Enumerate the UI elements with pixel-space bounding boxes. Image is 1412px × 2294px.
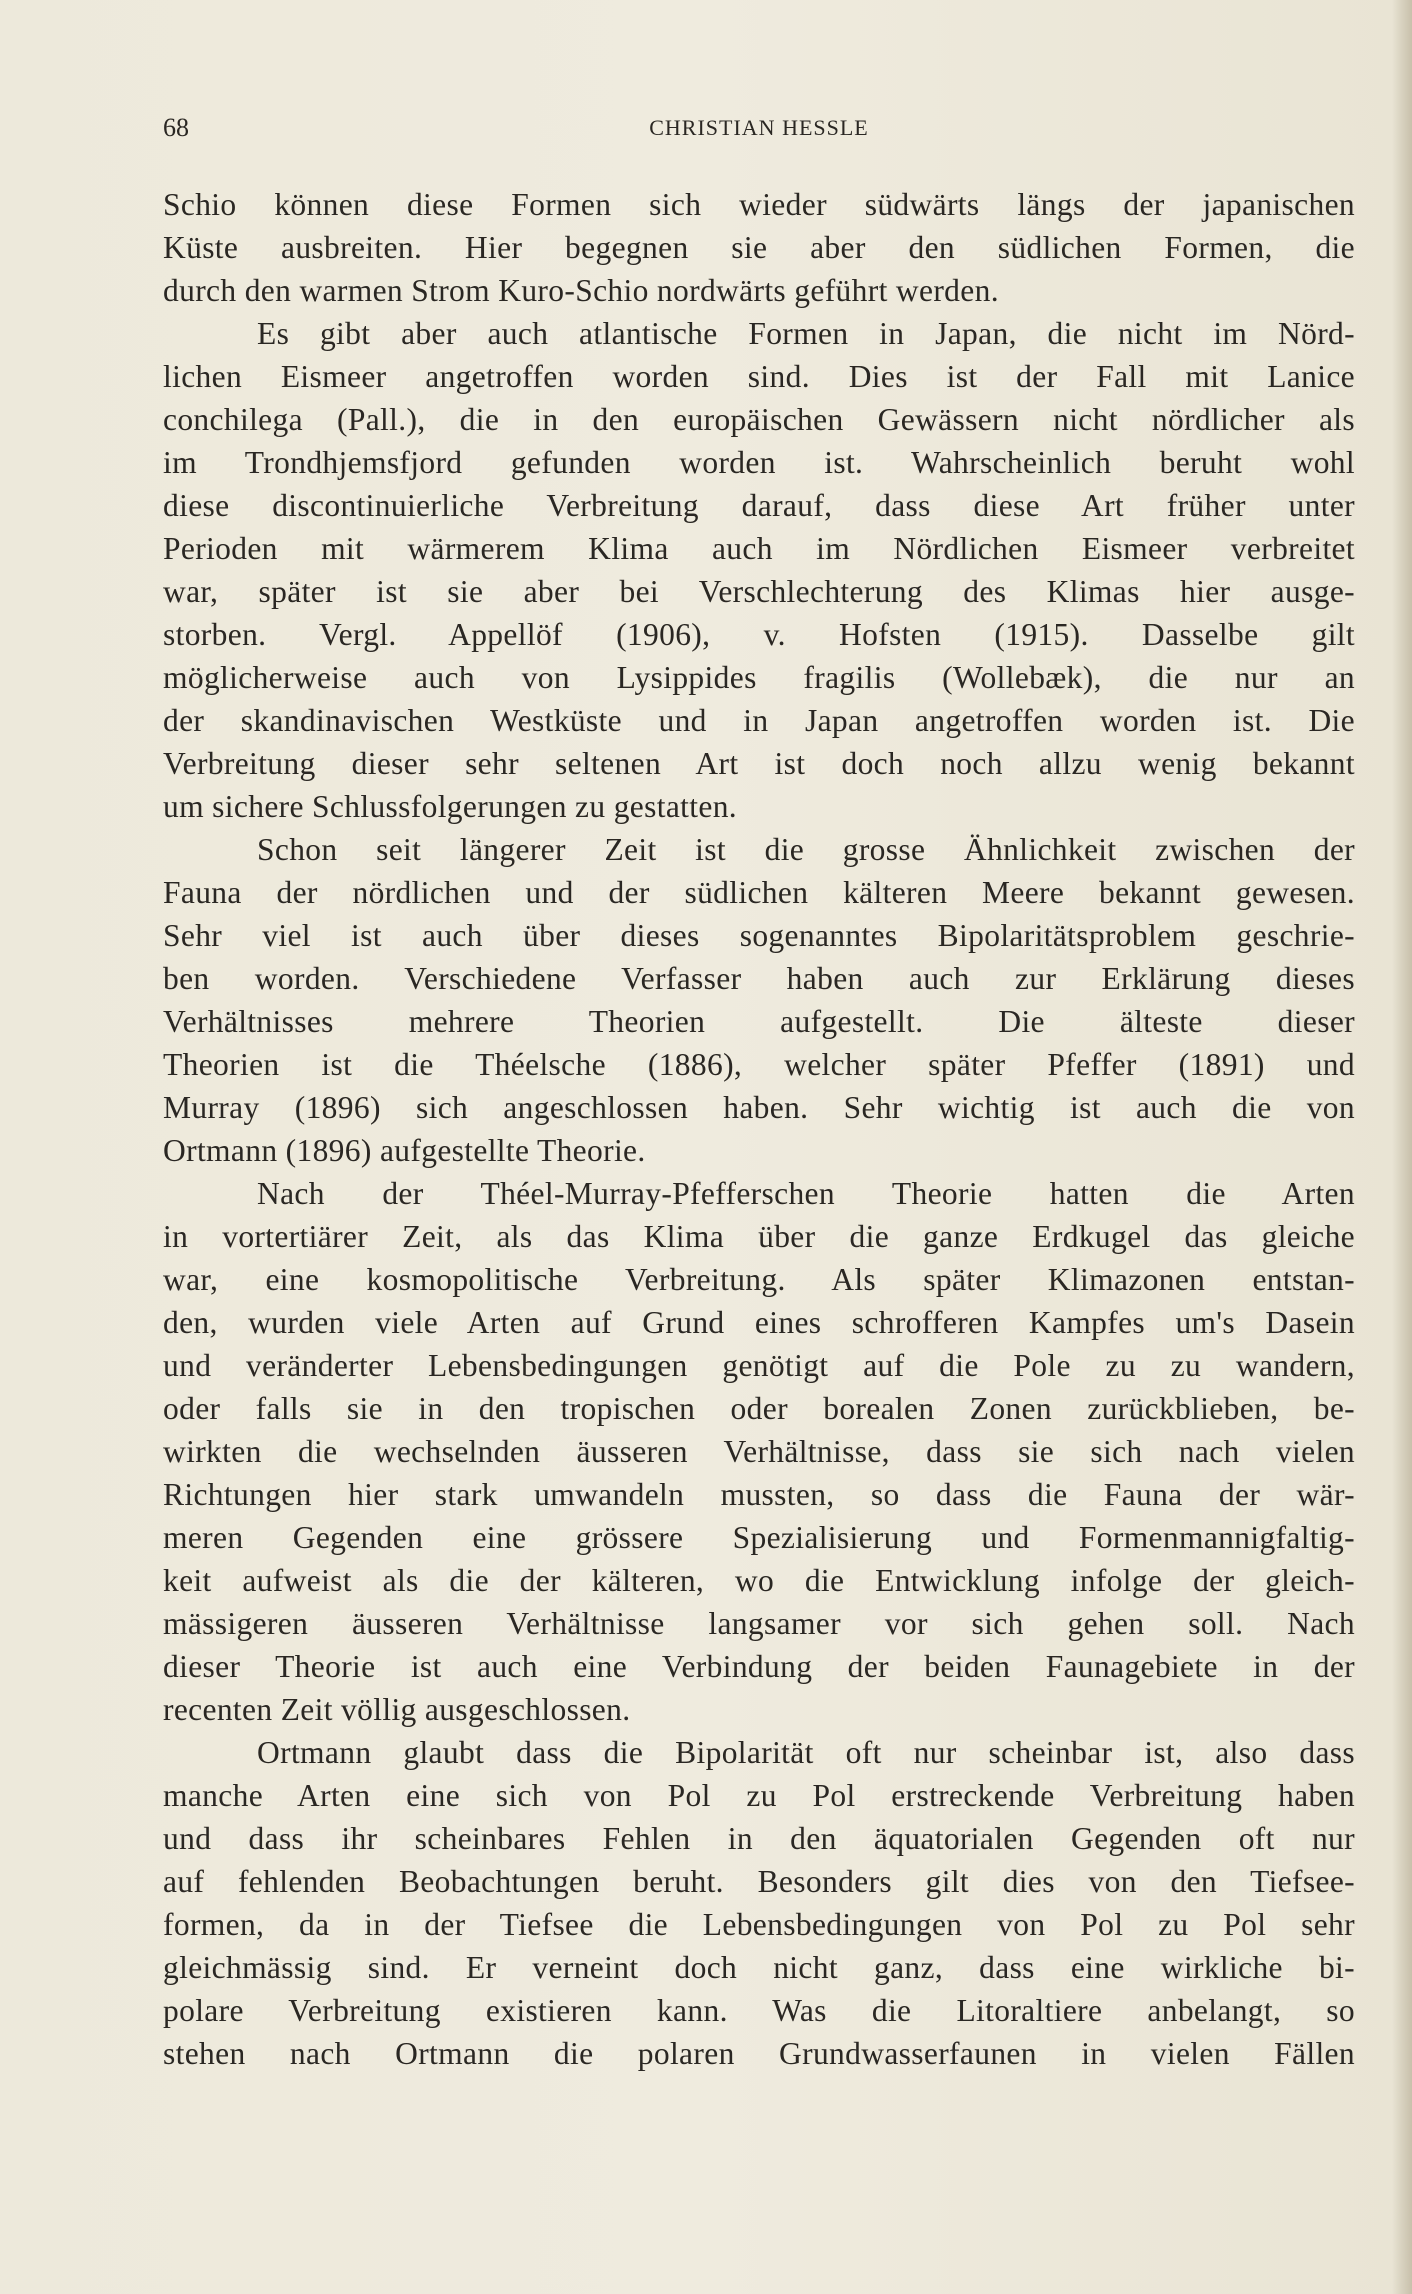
text-line: Küste ausbreiten. Hier begegnen sie aber den südlichen Formen, die xyxy=(163,230,1355,265)
text-line: Perioden mit wärmerem Klima auch im Nördlichen Eismeer verbreitet xyxy=(163,531,1355,566)
text-line: im Trondhjemsfjord gefunden worden ist. Wahrscheinlich beruht wohl xyxy=(163,445,1355,480)
page-header xyxy=(163,110,1355,146)
text-line: lichen Eismeer angetroffen worden sind. Dies ist der Fall mit Lanice xyxy=(163,359,1355,394)
text-line: Richtungen hier stark umwandeln mussten, so dass die Fauna der wär- xyxy=(163,1477,1355,1512)
page-edge-shadow xyxy=(1392,0,1412,2294)
page-number: 68 xyxy=(163,113,189,142)
text-line: Es gibt aber auch atlantische Formen in Japan, die nicht im Nörd- xyxy=(257,316,1355,351)
text-line: Sehr viel ist auch über dieses sogenanntes Bipolaritätsproblem geschrie- xyxy=(163,918,1355,953)
running-head: CHRISTIAN HESSLE xyxy=(649,115,869,140)
text-line: war, eine kosmopolitische Verbreitung. Als später Klimazonen entstan- xyxy=(163,1262,1355,1297)
text-line: Fauna der nördlichen und der südlichen kälteren Meere bekannt gewesen. xyxy=(163,875,1355,910)
text-line: mässigeren äusseren Verhältnisse langsamer vor sich gehen soll. Nach xyxy=(163,1606,1355,1641)
text-line: conchilega (Pall.), die in den europäischen Gewässern nicht nördlicher als xyxy=(163,402,1355,437)
text-line: und veränderter Lebensbedingungen genötigt auf die Pole zu zu wandern, xyxy=(163,1348,1355,1383)
text-line: manche Arten eine sich von Pol zu Pol erstreckende Verbreitung haben xyxy=(163,1778,1355,1813)
text-line: in vortertiärer Zeit, als das Klima über die ganze Erdkugel das gleiche xyxy=(163,1219,1355,1254)
text-line: dieser Theorie ist auch eine Verbindung der beiden Faunagebiete in der xyxy=(163,1649,1355,1684)
text-line: polare Verbreitung existieren kann. Was die Litoraltiere anbelangt, so xyxy=(163,1993,1355,2028)
text-line: wirkten die wechselnden äusseren Verhältnisse, dass sie sich nach vielen xyxy=(163,1434,1355,1469)
text-line: den, wurden viele Arten auf Grund eines schrofferen Kampfes um's Dasein xyxy=(163,1305,1355,1340)
text-line: Ortmann (1896) aufgestellte Theorie. xyxy=(163,1133,646,1168)
text-line: um sichere Schlussfolgerungen zu gestatten. xyxy=(163,789,738,824)
text-line: gleichmässig sind. Er verneint doch nicht ganz, dass eine wirkliche bi- xyxy=(163,1950,1355,1985)
text-line: storben. Vergl. Appellöf (1906), v. Hofsten (1915). Dasselbe gilt xyxy=(163,617,1355,652)
text-line: oder falls sie in den tropischen oder borealen Zonen zurückblieben, be- xyxy=(163,1391,1355,1426)
text-line: auf fehlenden Beobachtungen beruht. Besonders gilt dies von den Tiefsee- xyxy=(163,1864,1355,1899)
text-line: Schon seit längerer Zeit ist die grosse Ähnlichkeit zwischen der xyxy=(257,832,1355,867)
text-line: Murray (1896) sich angeschlossen haben. Sehr wichtig ist auch die von xyxy=(163,1090,1355,1125)
text-line: und dass ihr scheinbares Fehlen in den äquatorialen Gegenden oft nur xyxy=(163,1821,1355,1856)
text-line: der skandinavischen Westküste und in Japan angetroffen worden ist. Die xyxy=(163,703,1355,738)
text-line: diese discontinuierliche Verbreitung darauf, dass diese Art früher unter xyxy=(163,488,1355,523)
body-text xyxy=(163,183,1355,2075)
text-line: ben worden. Verschiedene Verfasser haben auch zur Erklärung dieses xyxy=(163,961,1355,996)
text-line: Nach der Théel-Murray-Pfefferschen Theorie hatten die Arten xyxy=(257,1176,1355,1211)
text-line: durch den warmen Strom Kuro-Schio nordwärts geführt werden. xyxy=(163,273,999,308)
text-line: möglicherweise auch von Lysippides fragilis (Wollebæk), die nur an xyxy=(163,660,1355,695)
text-line: recenten Zeit völlig ausgeschlossen. xyxy=(163,1692,631,1727)
text-line: formen, da in der Tiefsee die Lebensbedingungen von Pol zu Pol sehr xyxy=(163,1907,1355,1942)
text-line: keit aufweist als die der kälteren, wo die Entwicklung infolge der gleich- xyxy=(163,1563,1355,1598)
text-line: Theorien ist die Théelsche (1886), welcher später Pfeffer (1891) und xyxy=(163,1047,1355,1082)
text-line: war, später ist sie aber bei Verschlechterung des Klimas hier ausge- xyxy=(163,574,1355,609)
text-line: Verbreitung dieser sehr seltenen Art ist doch noch allzu wenig bekannt xyxy=(163,746,1355,781)
text-line: meren Gegenden eine grössere Spezialisierung und Formenmannigfaltig- xyxy=(163,1520,1355,1555)
text-line: stehen nach Ortmann die polaren Grundwasserfaunen in vielen Fällen xyxy=(163,2036,1355,2071)
text-line: Verhältnisses mehrere Theorien aufgestellt. Die älteste dieser xyxy=(163,1004,1355,1039)
text-line: Schio können diese Formen sich wieder südwärts längs der japanischen xyxy=(163,187,1355,222)
text-line: Ortmann glaubt dass die Bipolarität oft nur scheinbar ist, also dass xyxy=(257,1735,1355,1770)
